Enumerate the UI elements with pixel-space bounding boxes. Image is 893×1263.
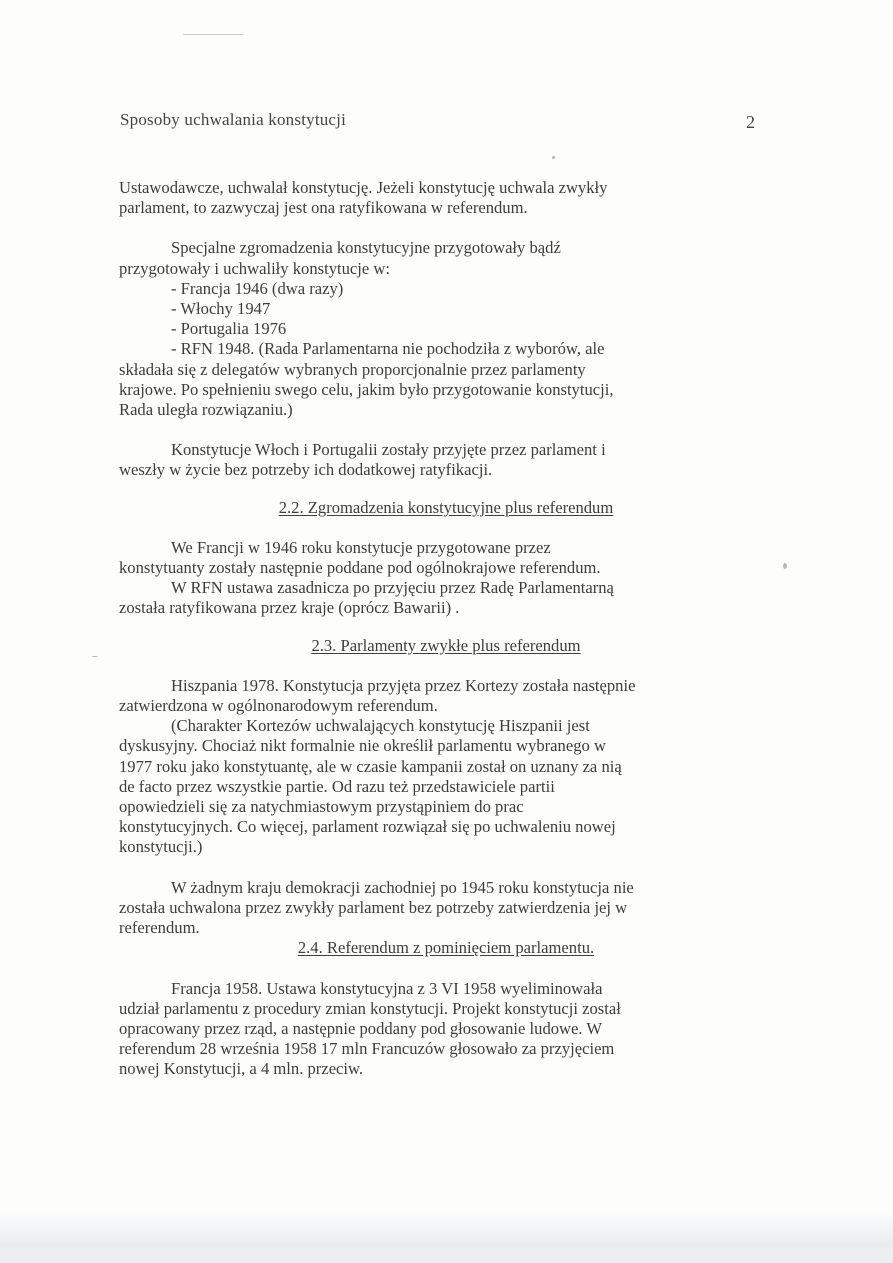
text-line: referendum. <box>119 918 200 938</box>
text-line: weszły w życie bez potrzeby ich dodatkowej ratyfikacji. <box>119 460 493 480</box>
text-line: Hiszpania 1978. Konstytucja przyjęta przez Kortezy została następnie <box>171 675 636 695</box>
list-item: - Włochy 1947 <box>171 299 271 319</box>
section-heading-2-2: 2.2. Zgromadzenia konstytucyjne plus referendum <box>278 497 614 517</box>
text-line: Francja 1958. Ustawa konstytucyjna z 3 VI 1958 wyeliminowała <box>171 978 603 998</box>
list-item: - Francja 1946 (dwa razy) <box>171 278 344 298</box>
text-line: Rada uległa rozwiązaniu.) <box>119 400 293 420</box>
section-heading-2-4: 2.4. Referendum z pominięciem parlamentu. <box>297 938 595 958</box>
text-line: została uchwalona przez zwykły parlament bez potrzeby zatwierdzenia jej w <box>119 897 628 917</box>
text-line: W żadnym kraju demokracji zachodniej po 1945 roku konstytucja nie <box>171 877 634 897</box>
text-line: referendum 28 września 1958 17 mln Francuzów głosowało za przyjęciem <box>119 1039 615 1059</box>
text-line: 1977 roku jako konstytuantę, ale w czasie kampanii został on uznany za nią <box>119 756 622 776</box>
text-line: Ustawodawcze, uchwalał konstytucję. Jeżeli konstytucję uchwala zwykły <box>119 178 608 197</box>
text-line: Specjalne zgromadzenia konstytucyjne przygotowały bądź <box>171 238 561 258</box>
text-line: przygotowały i uchwaliły konstytucje w: <box>119 258 390 278</box>
document-body <box>119 178 739 1080</box>
text-line: W RFN ustawa zasadnicza po przyjęciu przez Radę Parlamentarną <box>171 578 614 598</box>
text-line: (Charakter Kortezów uchwalających konstytucję Hiszpanii jest <box>171 716 590 736</box>
text-line: We Francji w 1946 roku konstytucje przygotowane przez <box>171 537 551 557</box>
text-line: składała się z delegatów wybranych proporcjonalnie przez parlamenty <box>119 359 586 379</box>
list-item: - Portugalia 1976 <box>171 319 287 339</box>
list-item: - RFN 1948. (Rada Parlamentarna nie pochodziła z wyborów, ale <box>171 339 605 359</box>
text-line: parlament, to zazwyczaj jest ona ratyfikowana w referendum. <box>119 198 528 218</box>
scan-mark <box>183 34 243 35</box>
scan-edge-shadow <box>0 1213 893 1263</box>
scan-speck <box>552 156 555 159</box>
section-heading-2-3: 2.3. Parlamenty zwykłe plus referendum <box>311 635 581 655</box>
text-line: konstytuanty zostały następnie poddane pod ogólnokrajowe referendum. <box>119 558 601 578</box>
text-line: Konstytucje Włoch i Portugalii zostały przyjęte przez parlament i <box>171 440 606 460</box>
scan-speck <box>783 563 787 569</box>
scan-speck <box>92 656 98 657</box>
text-line: nowej Konstytucji, a 4 mln. przeciw. <box>119 1059 364 1079</box>
text-line: krajowe. Po spełnieniu swego celu, jakim było przygotowanie konstytucji, <box>119 379 614 399</box>
text-line: de facto przez wszystkie partie. Od razu też przedstawiciele partii <box>119 776 555 796</box>
text-line: została ratyfikowana przez kraje (oprócz Bawarii) . <box>119 598 460 618</box>
text-line: zatwierdzona w ogólnonarodowym referendum. <box>119 696 438 716</box>
text-line: konstytucji.) <box>119 837 203 857</box>
text-line: opowiedzieli się za natychmiastowym przystąpiniem do prac <box>119 797 524 817</box>
text-line: opracowany przez rząd, a następnie poddany pod głosowanie ludowe. W <box>119 1018 603 1038</box>
text-line: dyskusyjny. Chociaż nikt formalnie nie określił parlamentu wybranego w <box>119 736 606 756</box>
text-line: udział parlamentu z procedury zmian konstytucji. Projekt konstytucji został <box>119 998 621 1018</box>
running-header-title: Sposoby uchwalania konstytucji <box>120 110 347 129</box>
page-number: 2 <box>746 112 755 132</box>
text-line: konstytucyjnych. Co więcej, parlament rozwiązał się po uchwaleniu nowej <box>119 817 616 837</box>
